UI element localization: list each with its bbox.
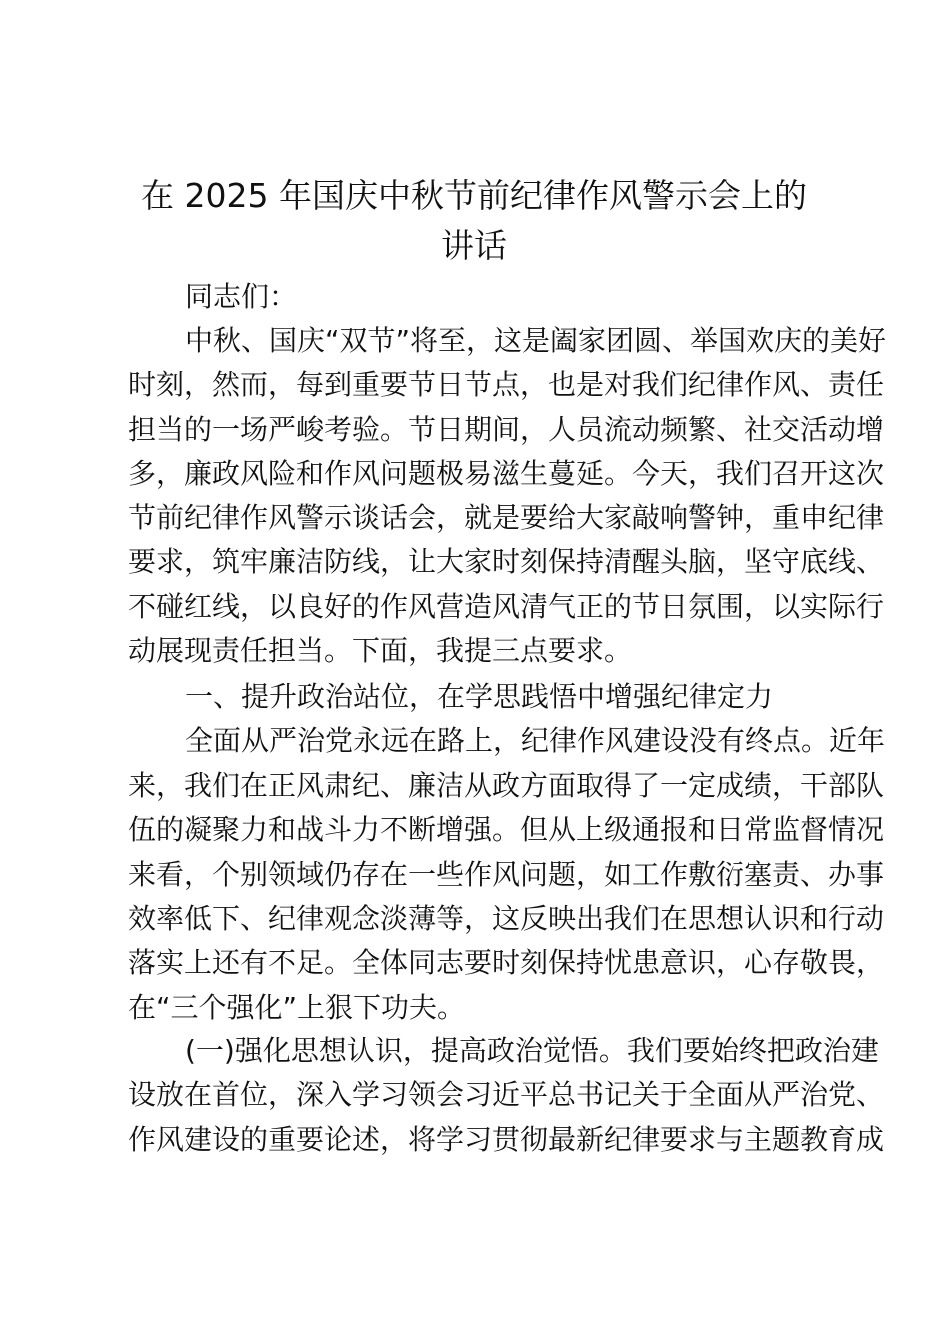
paragraph-line: 来，我们在正风肃纪、廉洁从政方面取得了一定成绩，干部队 <box>128 769 885 802</box>
document-title-line-2: 讲话 <box>441 226 507 265</box>
paragraph-line: 落实上还有不足。全体同志要时刻保持忧患意识，心存敬畏， <box>128 946 885 979</box>
salutation: 同志们： <box>185 280 298 313</box>
paragraph-line: (一)强化思想认识，提高政治觉悟。我们要始终把政治建 <box>185 1034 879 1067</box>
paragraph-line: 全面从严治党永远在路上，纪律作风建设没有终点。近年 <box>185 724 886 757</box>
paragraph-line: 中秋、国庆“双节”将至，这是阖家团圆、举国欢庆的美好 <box>185 324 887 357</box>
document-title-line-1: 在 2025 年国庆中秋节前纪律作风警示会上的 <box>141 176 807 215</box>
paragraph-line: 伍的凝聚力和战斗力不断增强。但从上级通报和日常监督情况 <box>128 813 885 846</box>
paragraph-line: 时刻，然而，每到重要节日节点，也是对我们纪律作风、责任 <box>128 368 885 401</box>
paragraph-line: 多，廉政风险和作风问题极易滋生蔓延。今天，我们召开这次 <box>128 457 885 490</box>
paragraph-line: 要求，筑牢廉洁防线，让大家时刻保持清醒头脑，坚守底线、 <box>128 545 885 578</box>
paragraph-line: 设放在首位，深入学习领会习近平总书记关于全面从严治党、 <box>128 1078 885 1111</box>
paragraph-line: 来看，个别领域仍存在一些作风问题，如工作敷衍塞责、办事 <box>128 858 885 891</box>
paragraph-line: 不碰红线，以良好的作风营造风清气正的节日氛围，以实际行 <box>128 590 885 623</box>
paragraph-line: 效率低下、纪律观念淡薄等，这反映出我们在思想认识和行动 <box>128 902 885 935</box>
section-heading: 一、提升政治站位，在学思践悟中增强纪律定力 <box>185 680 774 713</box>
paragraph-line: 节前纪律作风警示谈话会，就是要给大家敲响警钟，重申纪律 <box>128 501 885 534</box>
paragraph-line: 在“三个强化”上狠下功夫。 <box>128 991 466 1024</box>
paragraph-line: 动展现责任担当。下面，我提三点要求。 <box>128 634 633 667</box>
paragraph-line: 作风建设的重要论述，将学习贯彻最新纪律要求与主题教育成 <box>128 1123 885 1156</box>
paragraph-line: 担当的一场严峻考验。节日期间，人员流动频繁、社交活动增 <box>128 413 885 446</box>
